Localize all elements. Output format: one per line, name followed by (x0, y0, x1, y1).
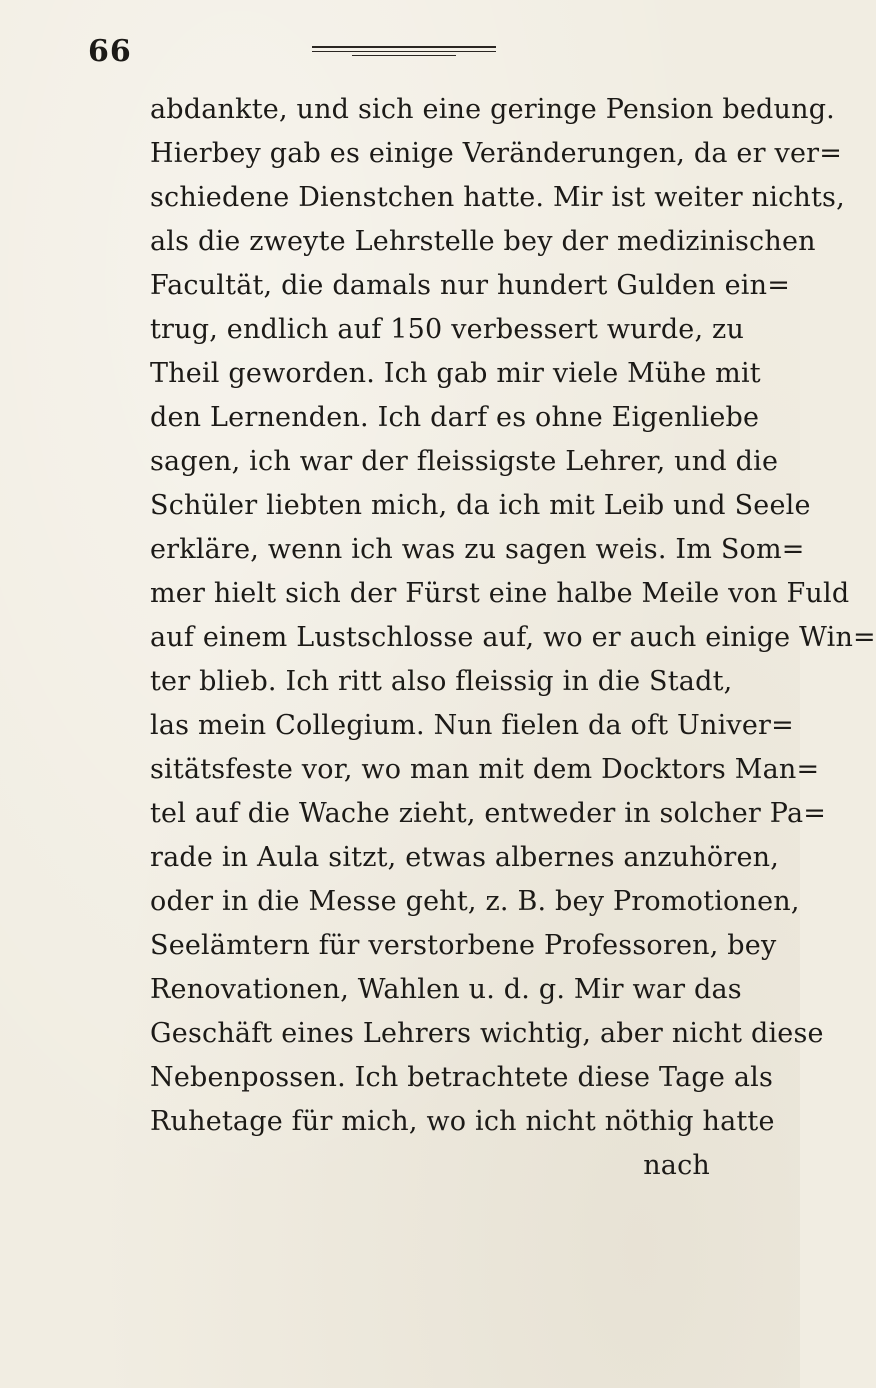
text-line: abdankte, und sich eine geringe Pension bedung. (150, 94, 835, 125)
catchword: nach (643, 1150, 710, 1181)
text-line: Facultät, die damals nur hundert Gulden ein= (150, 270, 791, 301)
text-line: sagen, ich war der fleissigste Lehrer, und die (150, 446, 779, 477)
text-line: Ruhetage für mich, wo ich nicht nöthig hatte (150, 1106, 775, 1137)
page-number: 66 (88, 34, 132, 69)
text-line: trug, endlich auf 150 verbessert wurde, zu (150, 314, 745, 345)
text-line: als die zweyte Lehrstelle bey der medizinischen (150, 226, 816, 257)
text-line: schiedene Dienstchen hatte. Mir ist weiter nichts, (150, 182, 845, 213)
text-line: mer hielt sich der Fürst eine halbe Meile von Fuld (150, 578, 850, 609)
text-line: Theil geworden. Ich gab mir viele Mühe mit (150, 358, 761, 389)
text-line: Geschäft eines Lehrers wichtig, aber nicht diese (150, 1018, 824, 1049)
text-line: ter blieb. Ich ritt also fleissig in die Stadt, (150, 666, 733, 697)
text-line: erkläre, wenn ich was zu sagen weis. Im Som= (150, 534, 805, 565)
text-line: Nebenpossen. Ich betrachtete diese Tage als (150, 1062, 774, 1093)
page-header (88, 20, 728, 80)
double-rule-ornament-icon (312, 44, 496, 58)
text-line: oder in die Messe geht, z. B. bey Promotionen, (150, 886, 800, 917)
text-line: Hierbey gab es einige Veränderungen, da er ver= (150, 138, 843, 169)
text-line: rade in Aula sitzt, etwas albernes anzuhören, (150, 842, 780, 873)
text-line: sitätsfeste vor, wo man mit dem Docktors Man= (150, 754, 820, 785)
text-line: den Lernenden. Ich darf es ohne Eigenliebe (150, 402, 760, 433)
text-line: Seelämtern für verstorbene Professoren, bey (150, 930, 777, 961)
text-line: Renovationen, Wahlen u. d. g. Mir war das (150, 974, 742, 1005)
page-body-text (150, 88, 876, 1188)
text-line: las mein Collegium. Nun fielen da oft Univer= (150, 710, 794, 741)
text-line: auf einem Lustschlosse auf, wo er auch einige Win= (150, 622, 876, 653)
text-line: tel auf die Wache zieht, entweder in solcher Pa= (150, 798, 827, 829)
text-line: Schüler liebten mich, da ich mit Leib und Seele (150, 490, 811, 521)
